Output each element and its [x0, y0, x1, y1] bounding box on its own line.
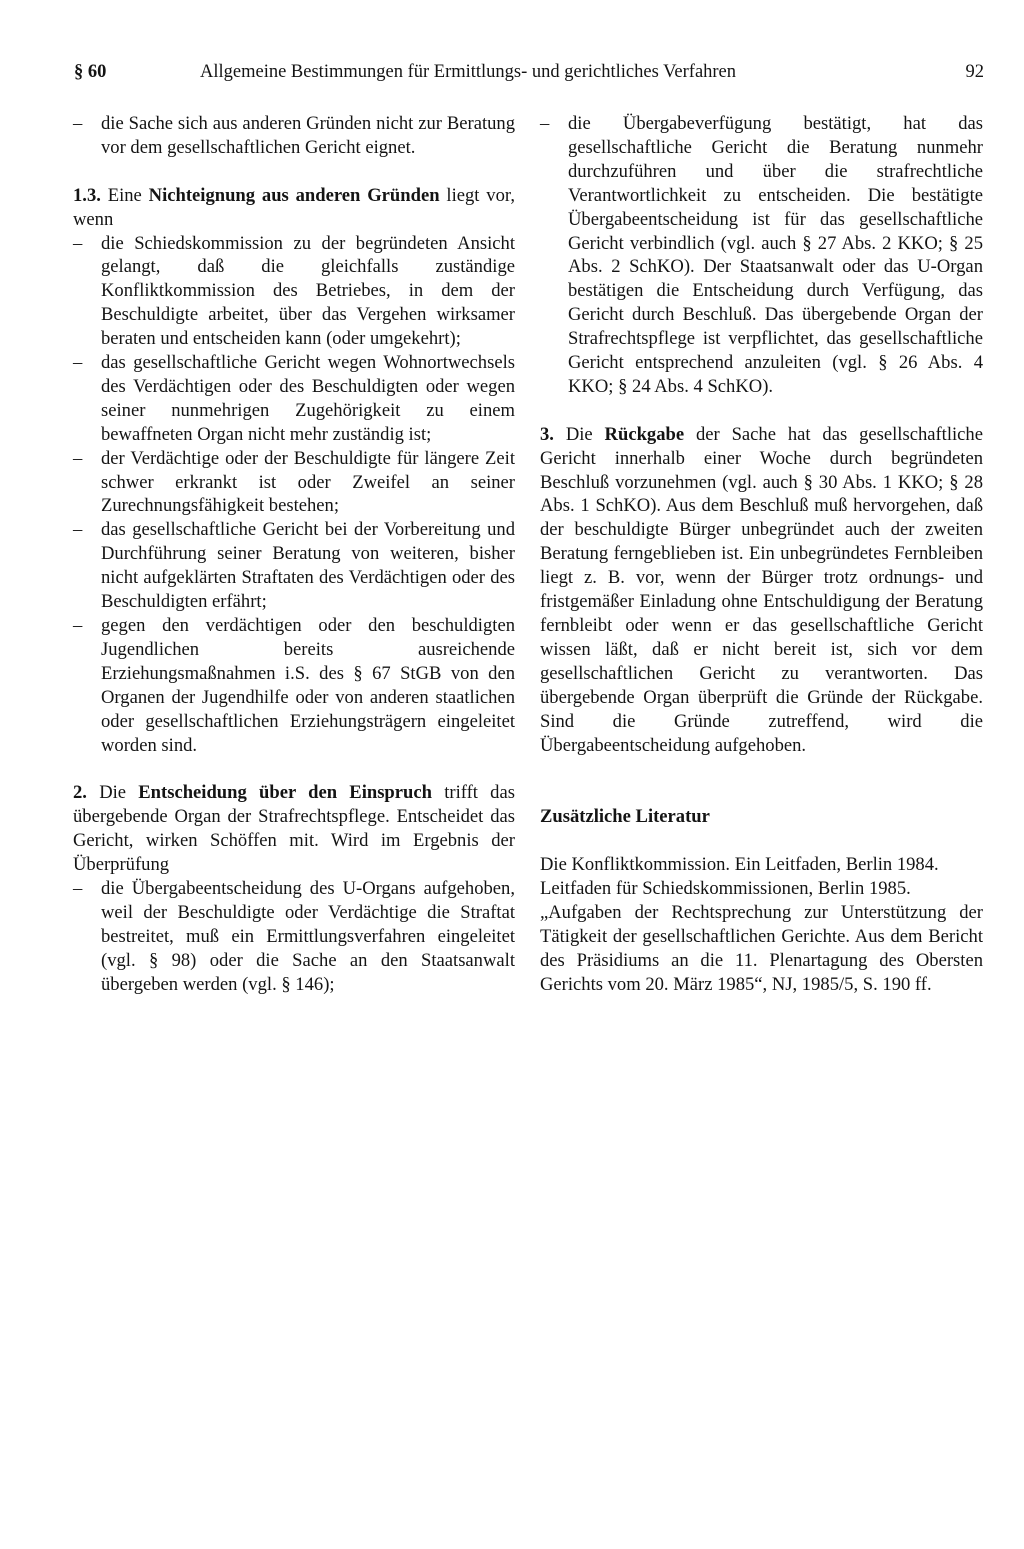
dash-marker: –	[73, 113, 83, 134]
list-item	[73, 112, 515, 160]
paragraph-text: Die	[553, 423, 605, 445]
dash-marker: –	[540, 113, 550, 134]
paragraph-2	[73, 781, 515, 877]
list-item-text: der Verdächtige oder der Beschuldigte für längere Zeit schwer erkrankt ist oder Zweifel an seiner Zurechnungsfähigkeit bestehen;	[101, 447, 515, 517]
paragraph-number: 3.	[540, 423, 554, 445]
running-title: Allgemeine Bestimmungen für Ermittlungs- und gerichtliches Verfahren	[200, 62, 737, 82]
list-item-text: die Sache sich aus anderen Gründen nicht zur Beratung vor dem gesellschaftlichen Gericht eignet.	[101, 113, 515, 158]
list-item	[540, 112, 983, 399]
literature-entry: Leitfaden für Schiedskommissionen, Berlin 1985.	[540, 877, 911, 899]
paragraph-number: 1.3.	[73, 184, 101, 206]
paragraph-text: Eine	[100, 184, 149, 206]
emphasis-term: Rückgabe	[604, 423, 685, 445]
page-header	[74, 62, 984, 90]
left-column	[73, 112, 515, 997]
list-item-text: die Übergabeentscheidung des U-Organs aufgehoben, weil der Beschuldigte oder Verdächtige die Straftat bestreitet, muß ein Ermittlungsverfahren eingeleitet (vgl. § 98) oder die Sache an den Staatsanwalt übergeben werden (vgl. § 146);	[101, 877, 515, 995]
emphasis-term: Entscheidung über den Einspruch	[138, 782, 432, 804]
emphasis-term: Nichteignung aus anderen Gründen	[148, 184, 440, 206]
list-item	[73, 518, 515, 614]
paragraph-text: Die	[86, 782, 139, 804]
list-item-text: das gesellschaftliche Gericht wegen Wohnortwechsels des Verdächtigen oder des Beschuldigten oder wegen seiner nunmehrigen Zugehörigkeit zu einem bewaffneten Organ nicht mehr zuständig ist;	[101, 352, 515, 445]
list-item-text: das gesellschaftliche Gericht bei der Vorbereitung und Durchführung seiner Beratung von weiteren, bisher nicht aufgeklärten Straftaten des Verdächtigen oder des Beschuldigten erfährt;	[101, 519, 515, 613]
dash-marker: –	[73, 447, 83, 469]
paragraph-3	[540, 423, 983, 758]
list-item	[73, 877, 515, 997]
list-item	[73, 351, 515, 447]
paragraph-1-3	[73, 184, 515, 232]
list-item	[73, 232, 515, 352]
paragraph-number: 2.	[73, 782, 87, 804]
literature-heading: Zusätzliche Literatur	[540, 806, 710, 828]
list-item	[73, 447, 515, 519]
paragraph-text: der Sache hat das gesellschaftliche Gericht innerhalb einer Woche durch begründeten Beschluß vorzunehmen (vgl. auch § 30 Abs. 1 KKO; § 28 Abs. 1 SchKO). Aus dem Beschluß muß hervorgehen, daß der beschuldigte Bürger unbegründet auch der zweiten Beratung ferngeblieben ist. Ein unbegründetes Fernbleiben liegt z. B. vor, wenn der Bürger trotz ordnungs- und fristgemäßer Einladung ohne Entschuldigung der Beratung fernbleibt oder wenn er das gesellschaftliche Gericht wissen läßt, daß er nicht bereit ist, sich vor dem gesellschaftlichen Gericht zu verantworten. Das übergebende Organ überprüft die Gründe der Rückgabe. Sind die Gründe zutreffend, wird die Übergabeentscheidung aufgehoben.	[540, 423, 983, 756]
paragraph-text: trifft das übergebende Organ der Strafrechtspflege. Entscheidet das Gericht, wirken Schöffen mit. Wird im Ergebnis der Überprüfung	[73, 782, 515, 876]
dash-marker: –	[73, 232, 83, 254]
list-item-text: die Übergabeverfügung bestätigt, hat das gesellschaftliche Gericht die Beratung nunmehr durchzuführen und über die strafrechtliche Verantwortlichkeit zu entscheiden. Die bestätigte Übergabeentscheidung ist für das gesellschaftliche Gericht verbindlich (vgl. auch § 27 Abs. 2 KKO; § 25 Abs. 2 SchKO). Der Staatsanwalt oder das U-Organ bestätigen die Entscheidung durch Verfügung, das Gericht durch Beschluß. Das übergebende Organ der Strafrechtspflege ist verpflichtet, das gesellschaftliche Gericht entsprechend anzuleiten (vgl. § 26 Abs. 4 KKO; § 24 Abs. 4 SchKO).	[568, 113, 983, 397]
page-number: 92	[965, 62, 984, 82]
literature-entry: „Aufgaben der Rechtsprechung zur Unterstützung der Tätigkeit der gesellschaftlichen Gerichte. Aus dem Bericht des Präsidiums an die 11. Plenartagung des Obersten Gerichts vom 20. März 1985“, NJ, 1985/5, S. 190 ff.	[540, 901, 983, 995]
right-column	[540, 112, 983, 996]
paragraph-text: liegt vor, wenn	[73, 184, 515, 230]
dash-marker: –	[73, 615, 83, 637]
list-item	[73, 614, 515, 757]
dash-marker: –	[73, 352, 83, 374]
dash-marker: –	[73, 519, 83, 541]
list-item-text: die Schiedskommission zu der begründeten Ansicht gelangt, daß die gleichfalls zuständige Konfliktkommission des Betriebes, in dem der Beschuldigte arbeitet, über das Vergehen wirksamer beraten und entscheiden kann (oder umgekehrt);	[101, 232, 515, 350]
literature-entry: Die Konfliktkommission. Ein Leitfaden, Berlin 1984.	[540, 854, 939, 876]
list-item-text: gegen den verdächtigen oder den beschuldigten Jugendlichen bereits ausreichende Erziehungsmaßnahmen i.S. des § 67 StGB von den Organen der Jugendhilfe oder von anderen staatlichen oder gesellschaftlichen Erziehungsträgern eingeleitet worden sind.	[101, 615, 515, 756]
section-number: § 60	[74, 62, 107, 82]
dash-marker: –	[73, 877, 83, 899]
